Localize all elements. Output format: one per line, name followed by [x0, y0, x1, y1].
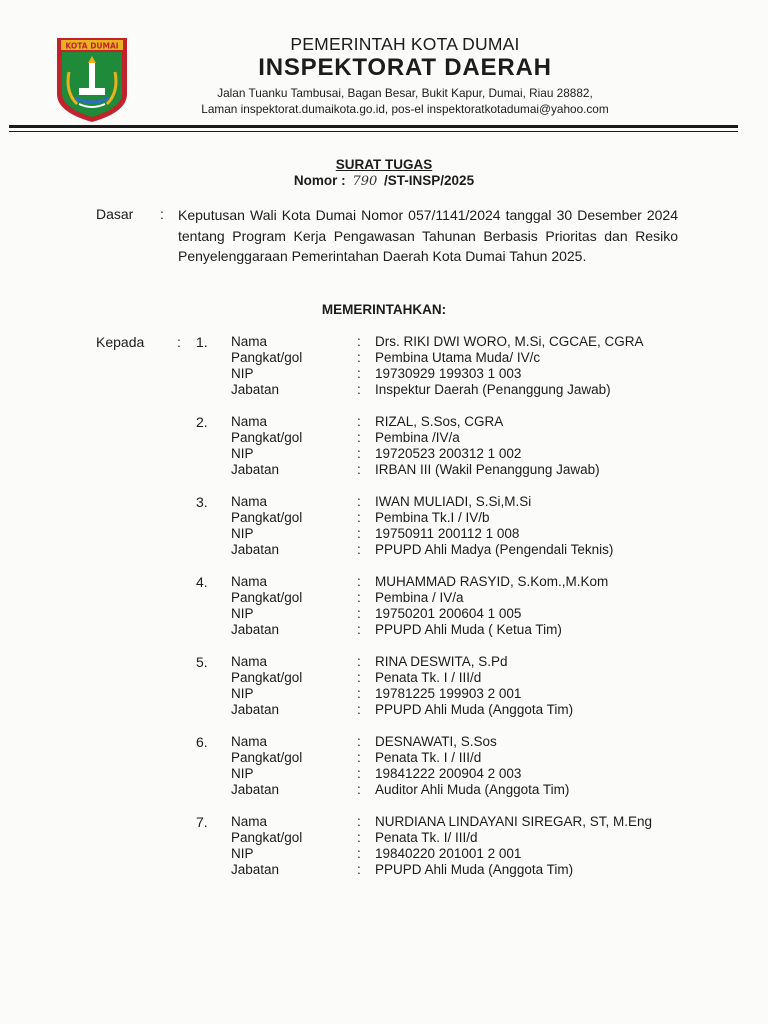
colon: :	[357, 654, 361, 669]
colon: :	[357, 814, 361, 829]
colon: :	[357, 590, 361, 605]
assignee-number: 6.	[196, 734, 208, 750]
colon: :	[357, 782, 361, 797]
label-pangkat: Pangkat/gol	[231, 670, 303, 685]
assignee-pangkat: Penata Tk. I / III/d	[375, 750, 482, 765]
colon: :	[357, 430, 361, 445]
label-jabatan: Jabatan	[231, 862, 280, 877]
label-nama: Nama	[231, 574, 268, 589]
letter-title: SURAT TUGAS	[335, 157, 433, 172]
dasar-colon: :	[160, 206, 164, 222]
colon: :	[357, 366, 361, 381]
label-nip: NIP	[231, 686, 254, 701]
colon: :	[357, 862, 361, 877]
label-jabatan: Jabatan	[231, 702, 280, 717]
assignee-number: 2.	[196, 414, 208, 430]
assignee-nama: DESNAWATI, S.Sos	[375, 734, 497, 749]
colon: :	[357, 606, 361, 621]
kota-dumai-emblem	[55, 36, 129, 124]
assignee-block	[0, 494, 768, 558]
label-pangkat: Pangkat/gol	[231, 510, 303, 525]
colon: :	[357, 526, 361, 541]
assignee-nama: MUHAMMAD RASYID, S.Kom.,M.Kom	[375, 574, 609, 589]
assignee-block	[0, 574, 768, 638]
label-nip: NIP	[231, 366, 254, 381]
nomor-suffix: /ST-INSP/2025	[384, 173, 475, 188]
assignee-pangkat: Penata Tk. I/ III/d	[375, 830, 478, 845]
label-nama: Nama	[231, 814, 268, 829]
assignee-block	[0, 814, 768, 878]
label-jabatan: Jabatan	[231, 622, 280, 637]
assignee-nip: 19841222 200904 2 003	[375, 766, 522, 781]
colon: :	[357, 670, 361, 685]
colon: :	[357, 622, 361, 637]
assignee-nama: RIZAL, S.Sos, CGRA	[375, 414, 504, 429]
assignee-jabatan: PPUPD Ahli Muda ( Ketua Tim)	[375, 622, 562, 637]
assignee-number: 3.	[196, 494, 208, 510]
label-nama: Nama	[231, 414, 268, 429]
label-pangkat: Pangkat/gol	[231, 590, 303, 605]
assignee-number: 1.	[196, 334, 208, 350]
assignee-block	[0, 334, 768, 398]
assignee-pangkat: Pembina / IV/a	[375, 590, 464, 605]
label-jabatan: Jabatan	[231, 542, 280, 557]
assignee-number: 4.	[196, 574, 208, 590]
assignee-jabatan: PPUPD Ahli Muda (Anggota Tim)	[375, 702, 574, 717]
assignee-pangkat: Pembina Utama Muda/ IV/c	[375, 350, 541, 365]
colon: :	[357, 734, 361, 749]
colon: :	[357, 334, 361, 349]
assignee-block	[0, 414, 768, 478]
assignee-nama: NURDIANA LINDAYANI SIREGAR, ST, M.Eng	[375, 814, 653, 829]
label-pangkat: Pangkat/gol	[231, 830, 303, 845]
colon: :	[357, 462, 361, 477]
colon: :	[357, 494, 361, 509]
assignee-jabatan: PPUPD Ahli Madya (Pengendali Teknis)	[375, 542, 614, 557]
assignee-block	[0, 734, 768, 798]
assignee-nip: 19730929 199303 1 003	[375, 366, 522, 381]
letterhead-divider-thin	[9, 131, 738, 132]
colon: :	[357, 350, 361, 365]
label-jabatan: Jabatan	[231, 462, 280, 477]
assignee-nip: 19840220 201001 2 001	[375, 846, 522, 861]
letter-number	[0, 173, 768, 189]
colon: :	[357, 702, 361, 717]
label-pangkat: Pangkat/gol	[231, 430, 303, 445]
kepada-label: Kepada	[96, 334, 145, 350]
colon: :	[357, 414, 361, 429]
assignee-pangkat: Penata Tk. I / III/d	[375, 670, 482, 685]
assignee-pangkat: Pembina /IV/a	[375, 430, 460, 445]
assignee-nama: RINA DESWITA, S.Pd	[375, 654, 508, 669]
assignee-pangkat: Pembina Tk.I / IV/b	[375, 510, 490, 525]
colon: :	[357, 830, 361, 845]
assignee-jabatan: IRBAN III (Wakil Penanggung Jawab)	[375, 462, 600, 477]
assignee-jabatan: PPUPD Ahli Muda (Anggota Tim)	[375, 862, 574, 877]
colon: :	[357, 542, 361, 557]
assignee-block	[0, 654, 768, 718]
label-pangkat: Pangkat/gol	[231, 350, 303, 365]
assignee-jabatan: Auditor Ahli Muda (Anggota Tim)	[375, 782, 570, 797]
organization-name: INSPEKTORAT DAERAH	[258, 54, 552, 81]
colon: :	[357, 574, 361, 589]
label-nama: Nama	[231, 334, 268, 349]
assignee-number: 7.	[196, 814, 208, 830]
label-nama: Nama	[231, 654, 268, 669]
label-nip: NIP	[231, 766, 254, 781]
emblem-logo-text: KOTA DUMAI	[65, 41, 119, 51]
nomor-handwritten: 790	[352, 174, 378, 189]
assignee-nama: IWAN MULIADI, S.Si,M.Si	[375, 494, 532, 509]
label-jabatan: Jabatan	[231, 382, 280, 397]
colon: :	[357, 510, 361, 525]
label-pangkat: Pangkat/gol	[231, 750, 303, 765]
assignee-nip: 19720523 200312 1 002	[375, 446, 522, 461]
government-name: PEMERINTAH KOTA DUMAI	[290, 34, 520, 54]
assignee-nip: 19750201 200604 1 005	[375, 606, 522, 621]
kepada-colon: :	[177, 334, 181, 350]
dasar-text: Keputusan Wali Kota Dumai Nomor 057/1141/2024 tanggal 30 Desember 2024 tentang Program Kerja Pengawasan Tahunan Berbasis Prioritas dan Resiko Penyelenggaraan Pemerintahan Daerah Kota Dumai Tahun 2025.	[178, 207, 678, 264]
colon: :	[357, 686, 361, 701]
label-nama: Nama	[231, 494, 268, 509]
colon: :	[357, 846, 361, 861]
website-email: Laman inspektorat.dumaikota.go.id, pos-el inspektoratkotadumai@yahoo.com	[201, 102, 609, 116]
assignee-nip: 19750911 200112 1 008	[375, 526, 520, 541]
dasar-label: Dasar	[96, 206, 134, 222]
label-nama: Nama	[231, 734, 268, 749]
nomor-label: Nomor :	[293, 173, 346, 188]
letterhead-divider-thick	[9, 125, 738, 128]
label-jabatan: Jabatan	[231, 782, 280, 797]
assignee-number: 5.	[196, 654, 208, 670]
colon: :	[357, 750, 361, 765]
colon: :	[357, 446, 361, 461]
office-address: Jalan Tuanku Tambusai, Bagan Besar, Bukit Kapur, Dumai, Riau 28882,	[217, 86, 593, 100]
colon: :	[357, 382, 361, 397]
label-nip: NIP	[231, 606, 254, 621]
assignee-nip: 19781225 199903 2 001	[375, 686, 522, 701]
assignee-jabatan: Inspektur Daerah (Penanggung Jawab)	[375, 382, 611, 397]
assignee-nama: Drs. RIKI DWI WORO, M.Si, CGCAE, CGRA	[375, 334, 644, 349]
label-nip: NIP	[231, 846, 254, 861]
command-heading: MEMERINTAHKAN:	[321, 302, 447, 317]
label-nip: NIP	[231, 526, 254, 541]
label-nip: NIP	[231, 446, 254, 461]
colon: :	[357, 766, 361, 781]
